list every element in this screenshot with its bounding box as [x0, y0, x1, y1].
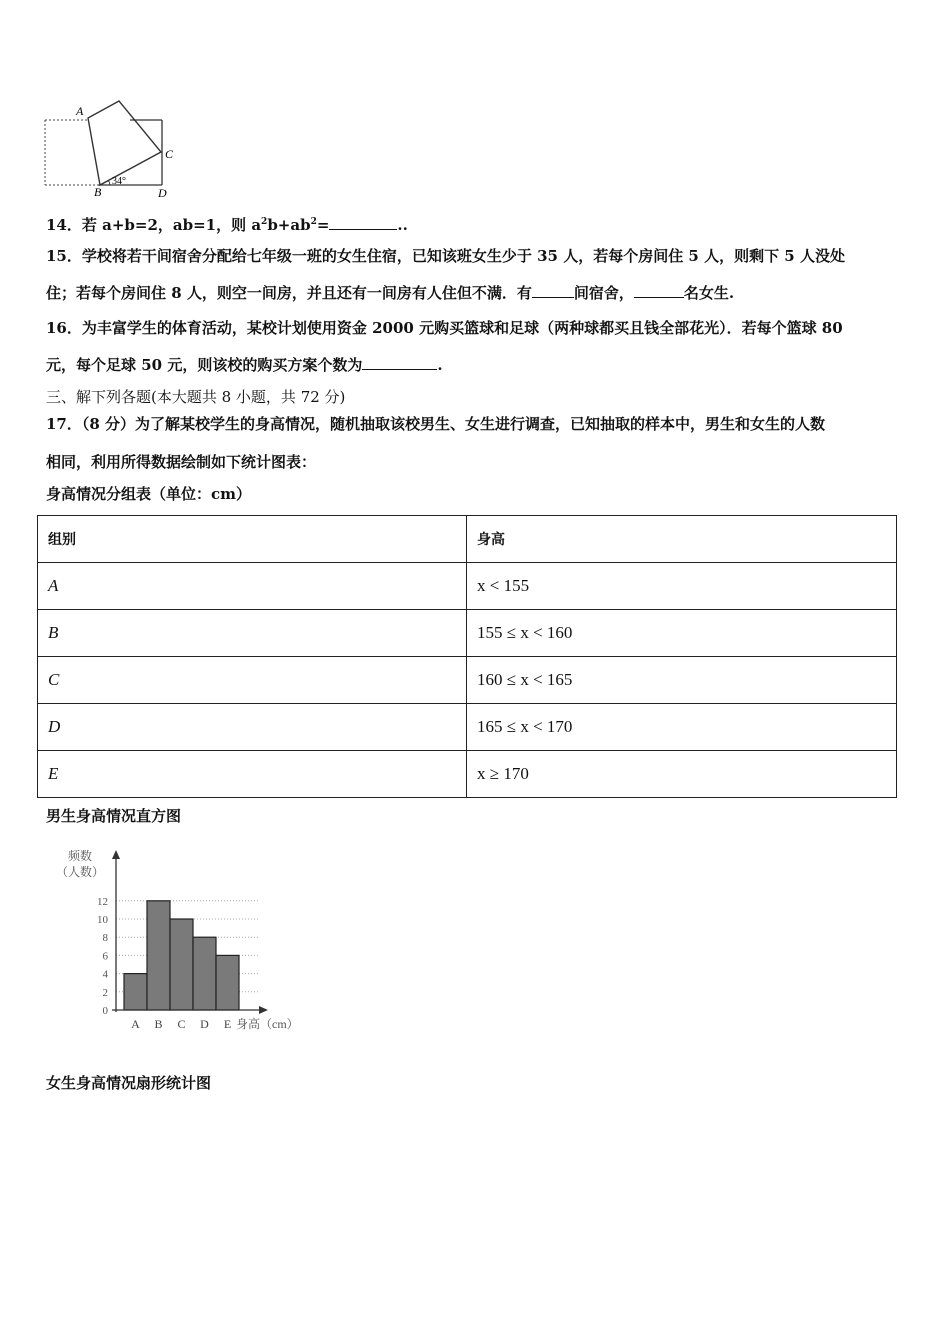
q16-answer-blank[interactable] — [362, 355, 437, 370]
table-row — [38, 563, 897, 610]
x-tick-label: E — [223, 1017, 232, 1031]
label-angle: 34° — [112, 176, 126, 187]
table-row — [38, 751, 897, 798]
x-tick-label: D — [200, 1017, 209, 1031]
q16-line2-a: 元，每个足球 50 元，则该校的购买方案个数为 — [46, 356, 363, 374]
header-height: 身高 — [467, 516, 897, 563]
label-b: B — [94, 185, 102, 199]
x-axis-arrow — [259, 1006, 268, 1014]
label-d: D — [158, 186, 167, 200]
table-row — [38, 610, 897, 657]
q14-tail: .. — [397, 216, 408, 234]
q15-rooms-blank[interactable] — [532, 283, 574, 298]
y-axis-label-line1: 频数 — [68, 849, 93, 863]
label-a: A — [76, 104, 84, 118]
y-tick-label: 6 — [102, 950, 108, 963]
range-cell: 155 ≤ x < 160 — [467, 610, 897, 657]
x-axis-label: 身高（cm） — [236, 1017, 299, 1031]
y-tick-label: 4 — [102, 968, 108, 981]
histogram-bar — [147, 901, 170, 1010]
histogram-title: 男生身高情况直方图 — [46, 807, 182, 825]
q16-line2-b: . — [437, 356, 443, 374]
question-17-line2: 相同，利用所得数据绘制如下统计图表： — [46, 453, 317, 471]
q14-text-before: 若 a+b=2，ab=1，则 a — [81, 216, 262, 234]
x-tick-label: B — [154, 1017, 163, 1031]
question-14 — [46, 212, 408, 235]
q14-text-after: = — [316, 216, 330, 234]
label-c: C — [165, 147, 174, 161]
group-cell: B — [38, 610, 467, 657]
question-16-line2 — [46, 355, 443, 375]
y-tick-label: 8 — [102, 932, 108, 945]
group-cell: C — [38, 657, 467, 704]
group-cell: D — [38, 704, 467, 751]
geometry-figure — [40, 98, 190, 200]
y-tick-label: 0 — [102, 1005, 108, 1017]
range-cell: 160 ≤ x < 165 — [467, 657, 897, 704]
boys-height-histogram — [50, 842, 320, 1042]
histogram-bar — [216, 955, 239, 1010]
angle-arc — [108, 180, 110, 185]
q14-answer-blank[interactable] — [329, 215, 397, 230]
histogram-bar — [170, 919, 193, 1010]
range-cell: 165 ≤ x < 170 — [467, 704, 897, 751]
question-15-line2 — [46, 283, 734, 303]
question-15-line1: 15．学校将若干间宿舍分配给七年级一班的女生住宿，已知该班女生少于 35 人，若每个房间住 5 人，则剩下 5 人没处 — [46, 247, 845, 265]
q14-sup1: 2 — [261, 217, 268, 227]
histogram-bar — [193, 937, 216, 1010]
q15-line2-a: 住；若每个房间住 8 人，则空一间房，并且还有一间房有人住但不满．有 — [46, 284, 532, 302]
q15-line2-b: 间宿舍， — [573, 284, 634, 302]
y-axis-arrow — [112, 850, 120, 859]
group-cell: E — [38, 751, 467, 798]
table-header-row — [38, 516, 897, 563]
range-cell: x < 155 — [467, 563, 897, 610]
q14-sup2: 2 — [310, 217, 317, 227]
square-abcd — [88, 101, 161, 185]
height-group-table — [37, 515, 897, 798]
question-17-line1: 17．（8 分）为了解某校学生的身高情况，随机抽取该校男生、女生进行调查，已知抽取的样本中，男生和女生的人数 — [46, 415, 826, 433]
pie-chart-title: 女生身高情况扇形统计图 — [46, 1074, 212, 1092]
y-tick-label: 12 — [97, 895, 108, 908]
range-cell: x ≥ 170 — [467, 751, 897, 798]
x-tick-label: A — [131, 1017, 140, 1031]
table-row — [38, 704, 897, 751]
q15-line2-c: 名女生. — [683, 284, 735, 302]
q15-girls-blank[interactable] — [634, 283, 684, 298]
section-3-heading: 三、解下列各题(本大题共 8 小题，共 72 分) — [46, 388, 346, 406]
group-cell: A — [38, 563, 467, 610]
q14-text-mid: b+ab — [267, 216, 311, 234]
q14-number: 14． — [46, 216, 82, 234]
x-tick-label: C — [177, 1017, 186, 1031]
y-tick-label: 2 — [102, 986, 108, 999]
y-axis-label-line2: （人数） — [56, 865, 105, 879]
y-tick-label: 10 — [97, 914, 108, 926]
histogram-bar — [124, 974, 147, 1010]
header-group: 组别 — [38, 516, 467, 563]
table-caption: 身高情况分组表（单位：cm） — [46, 485, 252, 503]
table-row — [38, 657, 897, 704]
question-16-line1: 16．为丰富学生的体育活动，某校计划使用资金 2000 元购买篮球和足球（两种球都买且钱全部花光）．若每个篮球 80 — [46, 319, 843, 337]
